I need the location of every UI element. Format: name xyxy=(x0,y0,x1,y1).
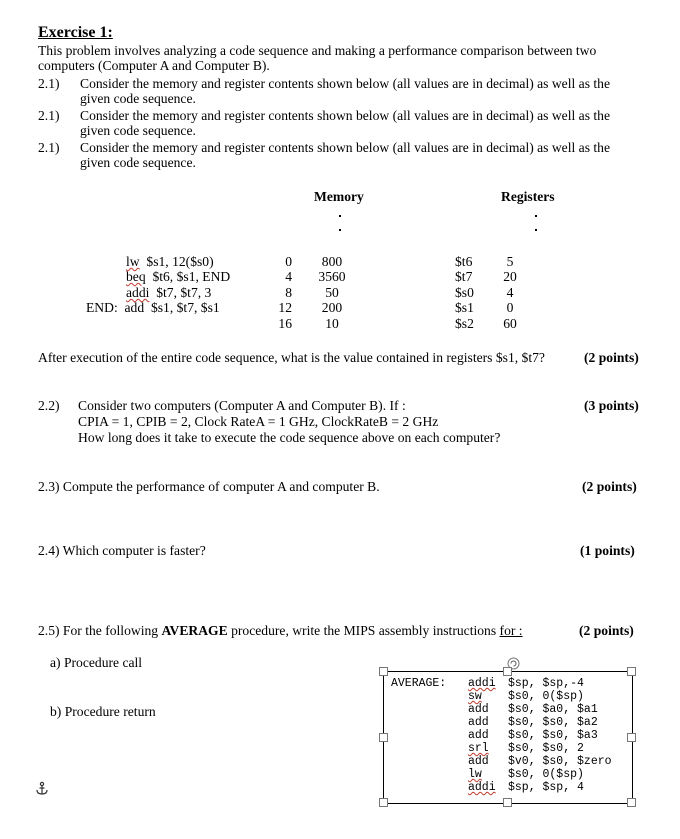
code-op: addi xyxy=(126,285,150,300)
question-5-bold: AVERAGE xyxy=(161,623,228,638)
question-2-number: 2.2) xyxy=(38,398,60,413)
resize-handle-bottom[interactable] xyxy=(503,798,512,807)
asm-op: sw xyxy=(468,690,482,703)
question-4-points: (1 points) xyxy=(580,543,635,558)
register-name: $s2 xyxy=(455,316,474,331)
memory-value: 800 xyxy=(321,254,343,269)
item-number: 2.1) xyxy=(38,108,60,123)
item-text: Consider the memory and register contents shown below (all values are in decimal) as well as the xyxy=(80,108,610,123)
register-value: 5 xyxy=(506,254,514,269)
code-args: $t6, $s1, END xyxy=(152,269,231,284)
code-line xyxy=(126,269,230,284)
memory-address: 16 xyxy=(278,316,292,331)
asm-args: $s0, $s0, 2 xyxy=(508,742,584,755)
asm-op: srl xyxy=(468,742,489,755)
asm-line xyxy=(468,742,584,755)
resize-handle-top-right[interactable] xyxy=(627,667,636,676)
question-1-points: (2 points) xyxy=(584,350,639,365)
asm-line xyxy=(468,703,598,716)
intro-line-2: computers (Computer A and Computer B). xyxy=(38,58,270,73)
asm-line xyxy=(468,781,584,794)
code-args: $s1, $t7, $s1 xyxy=(150,300,220,315)
question-3-text: 2.3) Compute the performance of computer A and computer B. xyxy=(38,479,380,494)
register-name: $s0 xyxy=(455,285,474,300)
code-line xyxy=(126,285,211,300)
item-number: 2.1) xyxy=(38,76,60,91)
asm-line xyxy=(468,690,584,703)
memory-value: 50 xyxy=(325,285,339,300)
memory-address: 0 xyxy=(285,254,292,269)
resize-handle-top-left[interactable] xyxy=(379,667,388,676)
resize-handle-left[interactable] xyxy=(379,733,388,742)
item-text: Consider the memory and register contents shown below (all values are in decimal) as well as the xyxy=(80,140,610,155)
asm-line xyxy=(468,677,584,690)
memory-address: 8 xyxy=(285,285,292,300)
question-5-points: (2 points) xyxy=(579,623,634,638)
question-2-line-1: Consider two computers (Computer A and Computer B). If : xyxy=(78,398,406,413)
code-op: beq xyxy=(126,269,146,284)
asm-op: lw xyxy=(468,768,482,781)
code-op: lw xyxy=(126,254,140,269)
asm-op: add xyxy=(468,703,489,716)
asm-args: $s0, $s0, $a2 xyxy=(508,716,598,729)
register-value: 0 xyxy=(506,300,514,315)
item-number: 2.1) xyxy=(38,140,60,155)
item-text: given code sequence. xyxy=(80,91,196,106)
code-op: add xyxy=(124,300,145,315)
question-5-post: procedure, write the MIPS assembly instructions xyxy=(227,623,500,638)
question-5b: b) Procedure return xyxy=(50,704,156,719)
register-value: 4 xyxy=(506,285,514,300)
code-label: END: xyxy=(86,300,118,315)
memory-value: 10 xyxy=(325,316,339,331)
question-5a: a) Procedure call xyxy=(50,655,143,670)
asm-args: $s0, 0($sp) xyxy=(508,768,584,781)
register-value: 60 xyxy=(503,316,517,331)
asm-label: AVERAGE: xyxy=(391,677,447,690)
memory-header: Memory xyxy=(314,189,364,204)
asm-line xyxy=(468,729,598,742)
register-name: $t6 xyxy=(455,254,473,269)
register-name: $t7 xyxy=(455,269,473,284)
anchor-icon[interactable] xyxy=(34,781,50,797)
item-text: given code sequence. xyxy=(80,155,196,170)
ellipsis-dot xyxy=(339,215,341,217)
memory-value: 3560 xyxy=(318,269,346,284)
code-line xyxy=(86,300,220,315)
item-text: given code sequence. xyxy=(80,123,196,138)
asm-line xyxy=(468,755,612,768)
code-args: $s1, 12($s0) xyxy=(146,254,214,269)
asm-args: $s0, $s0, $a3 xyxy=(508,729,598,742)
resize-handle-bottom-left[interactable] xyxy=(379,798,388,807)
asm-args: $s0, $a0, $a1 xyxy=(508,703,598,716)
registers-header: Registers xyxy=(501,189,555,204)
question-2-line-2: CPIA = 1, CPIB = 2, Clock RateA = 1 GHz, ClockRateB = 2 GHz xyxy=(78,414,439,429)
memory-value: 200 xyxy=(321,300,343,315)
question-2-line-3: How long does it take to execute the code sequence above on each computer? xyxy=(78,430,501,445)
question-1-text: After execution of the entire code sequence, what is the value contained in registers $s1, $t7? xyxy=(38,350,545,365)
ellipsis-dot xyxy=(535,229,537,231)
asm-args: $sp, $sp, 4 xyxy=(508,781,584,794)
question-5-for: for : xyxy=(499,623,523,638)
asm-op: addi xyxy=(468,677,496,690)
asm-op: add xyxy=(468,716,489,729)
item-text: Consider the memory and register contents shown below (all values are in decimal) as well as the xyxy=(80,76,610,91)
register-value: 20 xyxy=(503,269,517,284)
question-5-pre: 2.5) For the following xyxy=(38,623,162,638)
code-args: $t7, $t7, 3 xyxy=(156,285,212,300)
memory-address: 4 xyxy=(285,269,292,284)
asm-args: $s0, 0($sp) xyxy=(508,690,584,703)
resize-handle-top[interactable] xyxy=(503,667,512,676)
register-name: $s1 xyxy=(455,300,474,315)
asm-op: addi xyxy=(468,781,496,794)
ellipsis-dot xyxy=(535,215,537,217)
question-4-text: 2.4) Which computer is faster? xyxy=(38,543,206,558)
asm-op: add xyxy=(468,755,489,768)
resize-handle-right[interactable] xyxy=(627,733,636,742)
code-line xyxy=(126,254,214,269)
intro-line-1: This problem involves analyzing a code sequence and making a performance comparison between two xyxy=(38,43,597,58)
question-3-points: (2 points) xyxy=(582,479,637,494)
asm-line xyxy=(468,768,584,781)
resize-handle-bottom-right[interactable] xyxy=(627,798,636,807)
ellipsis-dot xyxy=(339,229,341,231)
asm-line xyxy=(468,716,598,729)
memory-address: 12 xyxy=(278,300,292,315)
asm-op: add xyxy=(468,729,489,742)
question-2-points: (3 points) xyxy=(584,398,639,413)
question-5-text xyxy=(38,623,523,638)
asm-args: $sp, $sp,-4 xyxy=(508,677,584,690)
exercise-title: Exercise 1: xyxy=(38,24,113,41)
asm-args: $v0, $s0, $zero xyxy=(508,755,612,768)
